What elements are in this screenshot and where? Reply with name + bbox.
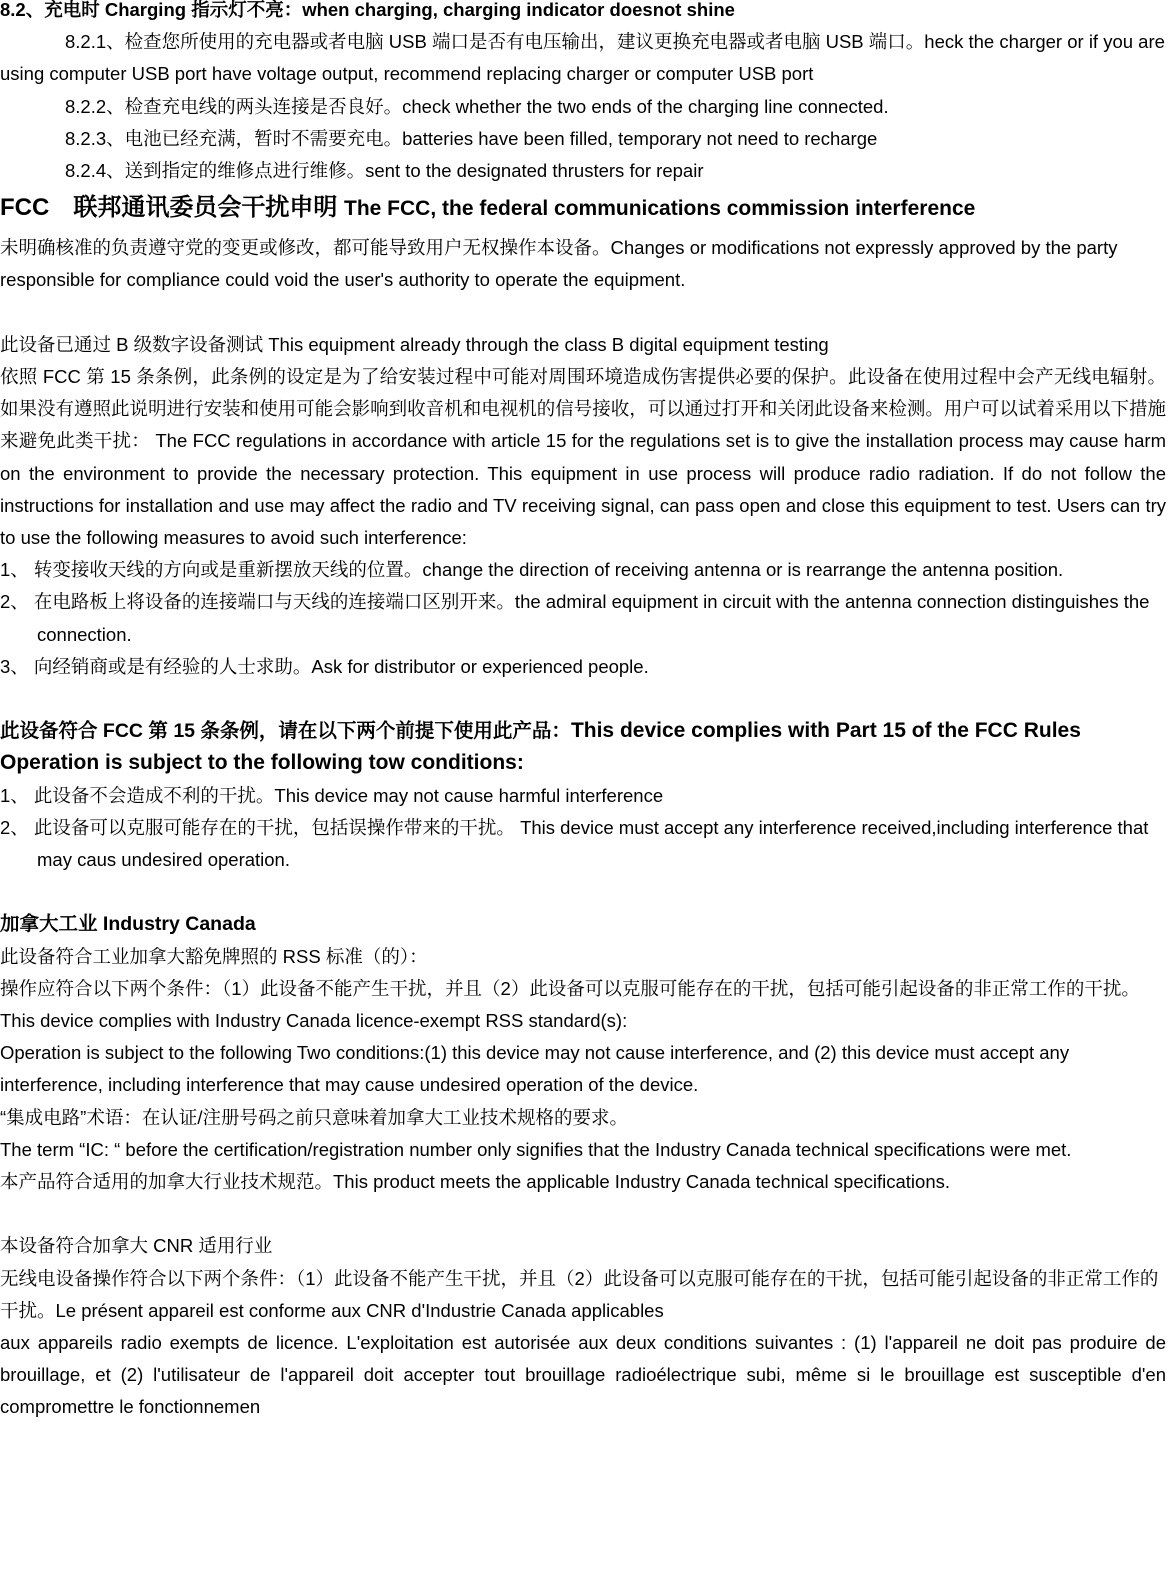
cnr-heading: 本设备符合加拿大 CNR 适用行业 bbox=[0, 1235, 273, 1257]
condition-item-2: 2、 此设备可以克服可能存在的干扰，包括误操作带来的干扰。 This device must accept any interference received,including interference that may caus undesired operation. bbox=[0, 816, 1149, 871]
fcc-regulations-paragraph: 依照 FCC 第 15 条条例，此条例的设定是为了给安装过程中可能对周围环境造成伤害提供必要的保护。此设备在使用过程中会产无线电辐射。如果没有遵照此说明进行安装和使用可能会影响到收音机和电视机的信号接收，可以通过打开和关闭此设备来检测。用户可以试着采用以下措施来避免此类干扰： The FCC regulations in accordance with article 15 for the regulations set is to give the installation process may cause harm on the environment to provide the necessary protection. This equipment in use process will produce radio radiation. If do not follow the instructions for installation and use may affect the radio and TV receiving signal, can pass open and close this equipment to test. Users can try to use the following measures to avoid such interference: bbox=[0, 366, 1166, 549]
spacer bbox=[0, 297, 1166, 329]
step-8-2-3: 8.2.3、电池已经充满，暂时不需要充电。batteries have been filled, temporary not need to recharge bbox=[65, 127, 878, 149]
fcc-heading-en: The FCC, the federal communications commission interference bbox=[344, 197, 976, 221]
industry-canada-heading: 加拿大工业 Industry Canada bbox=[0, 913, 256, 936]
measure-item-3: 3、 向经销商或是有经验的人士求助。Ask for distributor or experienced people. bbox=[0, 655, 649, 677]
measure-item-1: 1、 转变接收天线的方向或是重新摆放天线的位置。change the direction of receiving antenna or is rearrange the antenna position. bbox=[0, 559, 1064, 581]
canada-operation-en: Operation is subject to the following Two conditions:(1) this device may not cause interference, and (2) this device must accept any interference, including interference that may cause undesired operation of the device. bbox=[0, 1042, 1070, 1096]
fcc-heading bbox=[0, 189, 1166, 227]
condition-item-1: 1、 此设备不会造成不利的干扰。This device may not cause harmful interference bbox=[0, 784, 664, 806]
spacer bbox=[0, 1198, 1166, 1230]
cnr-paragraph-cn: 无线电设备操作符合以下两个条件：（1）此设备不能产生干扰，并且（2）此设备可以克服可能存在的干扰，包括可能引起设备的非正常工作的干扰。Le présent appareil est conforme aux CNR d'Industrie Canada applicables bbox=[0, 1267, 1159, 1321]
spacer bbox=[0, 683, 1166, 715]
spacer bbox=[0, 876, 1166, 908]
canada-rss-cn: 此设备符合工业加拿大豁免牌照的 RSS 标准（的）： bbox=[0, 945, 428, 967]
canada-operation-cn: 操作应符合以下两个条件：（1）此设备不能产生干扰，并且（2）此设备可以克服可能存在的干扰，包括可能引起设备的非正常工作的干扰。 bbox=[0, 977, 1140, 999]
measure-item-2: 2、 在电路板上将设备的连接端口与天线的连接端口区别开来。the admiral equipment in circuit with the antenna connection distinguishes the connection. bbox=[0, 591, 1150, 645]
section-8-2-heading: 8.2、充电时 Charging 指示灯不亮：when charging, charging indicator doesnot shine bbox=[0, 0, 735, 20]
cnr-paragraph-fr: aux appareils radio exempts de licence. L'exploitation est autorisée aux deux conditions suivantes : (1) l'appareil ne doit pas produire de brouillage, et (2) l'utilisateur de l'appareil doit accepter tout brouillage radioélectrique subi, même si le brouillage est susceptible d'en compromettre le fonctionnemen bbox=[0, 1332, 1166, 1418]
fcc-heading-cn: FCC 联邦通讯委员会干扰申明 bbox=[0, 194, 338, 222]
part15-heading bbox=[0, 715, 1166, 779]
fcc-class-b-line: 此设备已通过 B 级数字设备测试 This equipment already through the class B digital equipment testing bbox=[0, 333, 829, 355]
ic-term-cn: “集成电路”术语：在认证/注册号码之前只意味着加拿大工业技术规格的要求。 bbox=[0, 1106, 628, 1128]
ic-term-en: The term “IC: “ before the certification/registration number only signifies that the Industry Canada technical specifications were met. bbox=[0, 1138, 1072, 1160]
part15-heading-cn: 此设备符合 FCC 第 15 条条例，请在以下两个前提下使用此产品： bbox=[0, 720, 571, 743]
canada-product-line: 本产品符合适用的加拿大行业技术规范。This product meets the applicable Industry Canada technical specifications. bbox=[0, 1171, 951, 1193]
step-8-2-2: 8.2.2、检查充电线的两头连接是否良好。check whether the two ends of the charging line connected. bbox=[65, 95, 889, 117]
fcc-changes-paragraph: 未明确核准的负责遵守党的变更或修改，都可能导致用户无权操作本设备。Changes or modifications not expressly approved by the party responsible for compliance could void the user's authority to operate the equipment. bbox=[0, 237, 1118, 291]
step-8-2-1: 8.2.1、检查您所使用的充电器或者电脑 USB 端口是否有电压输出，建议更换充电器或者电脑 USB 端口。heck the charger or if you are using computer USB port have voltage output, recommend replacing charger or computer USB port bbox=[0, 31, 1165, 85]
step-8-2-4: 8.2.4、送到指定的维修点进行维修。sent to the designated thrusters for repair bbox=[65, 160, 704, 182]
canada-rss-en: This device complies with Industry Canada licence-exempt RSS standard(s): bbox=[0, 1010, 628, 1032]
part15-heading-en: This device complies with Part 15 of the FCC Rules Operation is subject to the following tow conditions: bbox=[0, 719, 1081, 775]
